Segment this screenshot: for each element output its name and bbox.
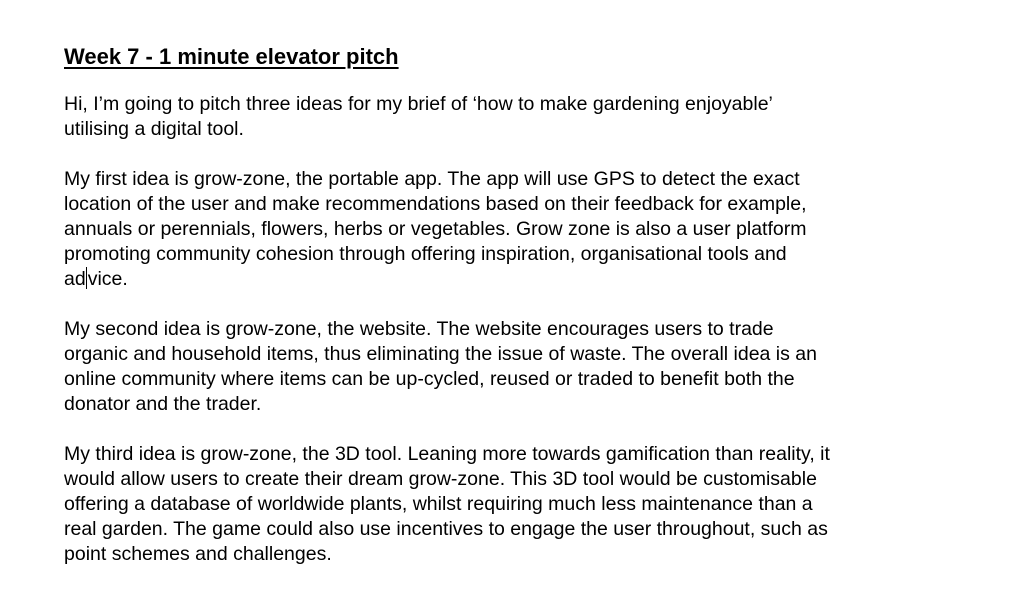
text-line: My first idea is grow-zone, the portable app. The app will use GPS to detect the exact	[64, 168, 800, 190]
text-line: location of the user and make recommendations based on their feedback for example,	[64, 193, 807, 215]
text-line: point schemes and challenges.	[64, 543, 332, 565]
text-line: donator and the trader.	[64, 393, 262, 415]
text-line: annuals or perennials, flowers, herbs or vegetables. Grow zone is also a user platform	[64, 218, 807, 240]
paragraph-first-idea	[64, 167, 964, 292]
text-line-with-caret	[64, 267, 964, 292]
document-title: Week 7 - 1 minute elevator pitch	[64, 44, 399, 69]
document-page[interactable]	[64, 42, 964, 592]
paragraph-third-idea	[64, 442, 964, 567]
text-before-caret: ad	[64, 268, 86, 290]
text-line: would allow users to create their dream grow-zone. This 3D tool would be customisable	[64, 468, 817, 490]
text-line: offering a database of worldwide plants, whilst requiring much less maintenance than a	[64, 493, 813, 515]
text-line: promoting community cohesion through offering inspiration, organisational tools and	[64, 243, 787, 265]
text-line: real garden. The game could also use incentives to engage the user throughout, such as	[64, 518, 828, 540]
text-line: Hi, I’m going to pitch three ideas for my brief of ‘how to make gardening enjoyable’	[64, 93, 773, 115]
paragraph-second-idea	[64, 317, 964, 417]
text-line: organic and household items, thus eliminating the issue of waste. The overall idea is an	[64, 343, 817, 365]
text-line: My second idea is grow-zone, the website. The website encourages users to trade	[64, 318, 774, 340]
text-after-caret: vice.	[87, 268, 128, 290]
paragraph-intro	[64, 92, 964, 142]
text-line: online community where items can be up-cycled, reused or traded to benefit both the	[64, 368, 795, 390]
text-line: utilising a digital tool.	[64, 118, 244, 140]
text-line: My third idea is grow-zone, the 3D tool. Leaning more towards gamification than reality, it	[64, 443, 830, 465]
